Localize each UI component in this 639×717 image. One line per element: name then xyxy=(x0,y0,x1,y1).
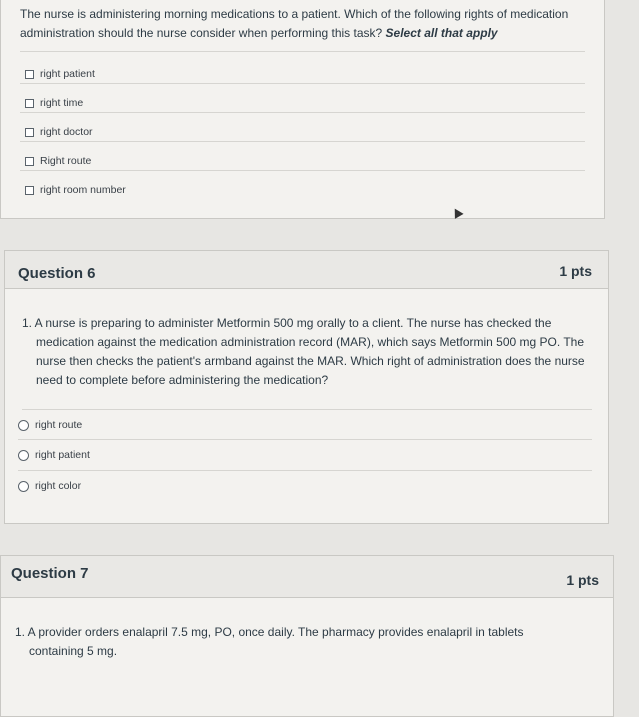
question-7-points: 1 pts xyxy=(566,572,599,588)
radio-button[interactable] xyxy=(18,450,29,461)
q5-option-right-patient[interactable] xyxy=(25,63,95,85)
question-7-card xyxy=(0,555,614,717)
question-7-text: 1. A provider orders enalapril 7.5 mg, PO, once daily. The pharmacy provides enalapril in tablets containing 5 mg. xyxy=(15,625,524,658)
q5-option-right-doctor[interactable] xyxy=(25,121,93,143)
checkbox[interactable] xyxy=(25,128,34,137)
option-label: right color xyxy=(35,480,82,492)
q5-option-right-room-number[interactable] xyxy=(25,179,126,201)
option-label: right doctor xyxy=(40,126,93,138)
option-label: right room number xyxy=(40,184,126,196)
checkbox[interactable] xyxy=(25,186,34,195)
question-7-header xyxy=(1,556,613,598)
q6-option-right-patient[interactable] xyxy=(18,444,90,466)
q5-option-right-route[interactable] xyxy=(25,150,91,172)
option-label: right patient xyxy=(35,449,90,461)
q6-option-right-route[interactable] xyxy=(18,414,82,436)
q5-option-right-time[interactable] xyxy=(25,92,83,114)
question-5-text: The nurse is administering morning medications to a patient. Which of the following rights of medication administration should the nurse consider when performing this task? Select all that apply xyxy=(20,7,569,40)
option-label: right patient xyxy=(40,68,95,80)
question-6-title: Question 6 xyxy=(18,265,96,282)
radio-button[interactable] xyxy=(18,420,29,431)
option-label: right time xyxy=(40,97,84,109)
radio-button[interactable] xyxy=(18,481,29,492)
option-label: Right route xyxy=(40,155,92,167)
question-6-card xyxy=(4,250,609,524)
question-5-card xyxy=(0,0,605,219)
question-6-text: 1. A nurse is preparing to administer Metformin 500 mg orally to a client. The nurse has checked the medication against the medication administration record (MAR), which says Metformin 500 mg PO. The nurse then checks the patient's armband against the MAR. Which right of administration does the nurse need to complete before administering the medication? xyxy=(22,316,585,387)
question-7-title: Question 7 xyxy=(11,565,89,582)
checkbox[interactable] xyxy=(25,157,34,166)
select-all-note: Select all that apply xyxy=(385,26,498,40)
question-6-points: 1 pts xyxy=(559,263,592,279)
q6-option-right-color[interactable] xyxy=(18,475,81,497)
checkbox[interactable] xyxy=(25,70,34,79)
question-6-header xyxy=(5,251,608,289)
option-label: right route xyxy=(35,419,83,431)
checkbox[interactable] xyxy=(25,99,34,108)
